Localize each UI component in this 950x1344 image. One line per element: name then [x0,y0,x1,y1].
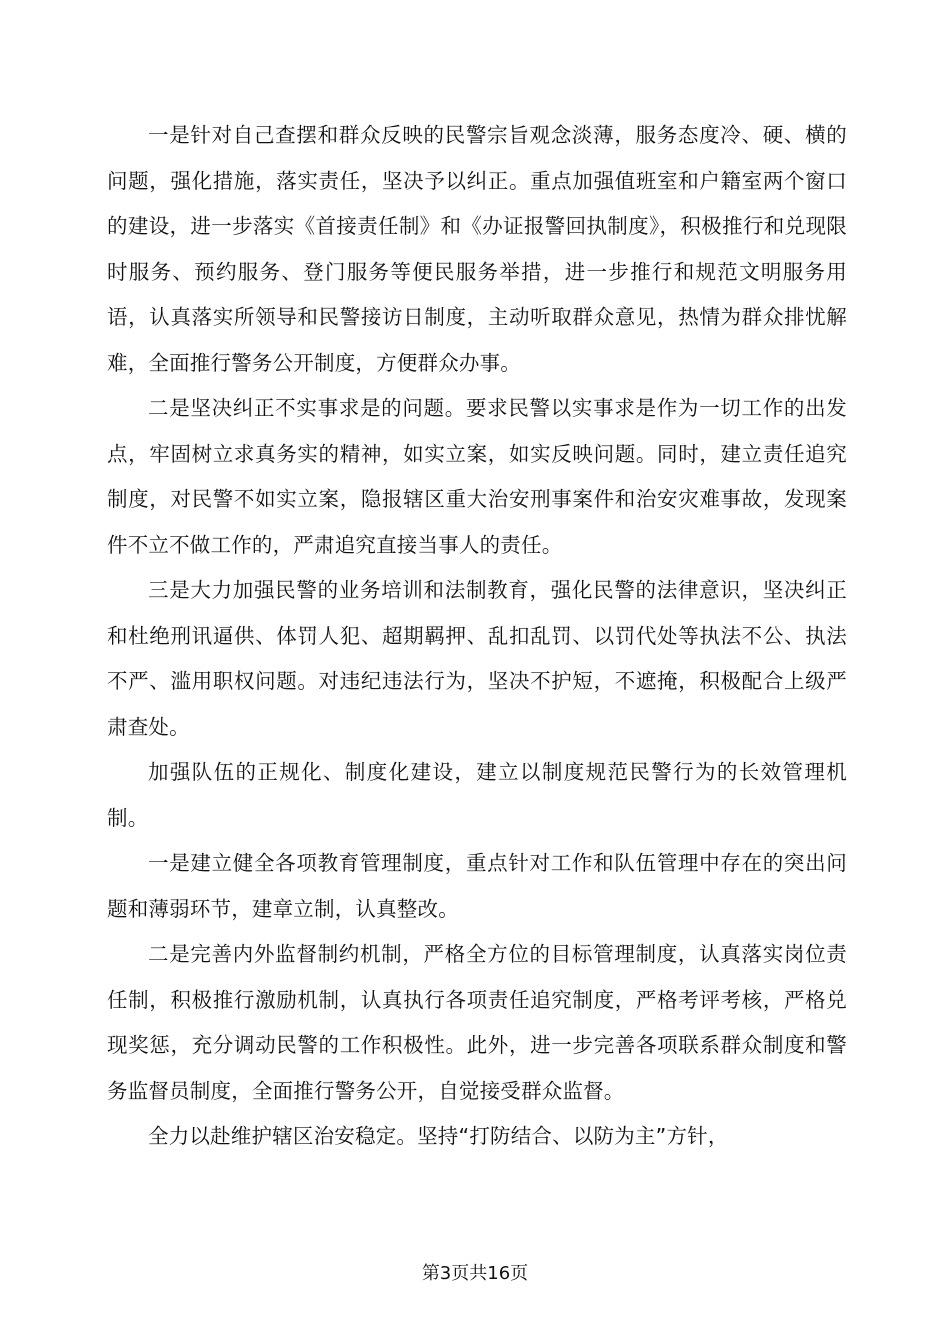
paragraph-4: 加强队伍的正规化、制度化建设，建立以制度规范民警行为的长效管理机制。 [107,760,847,830]
paragraph-6: 二是完善内外监督制约机制，严格全方位的目标管理制度，认真落实岗位责任制，积极推行激励机制，认真执行各项责任追究制度，严格考评考核，严格兑现奖惩，充分调动民警的工作积极性。此外，进一步完善各项联系群众制度和警务监督员制度，全面推行警务公开，自觉接受群众监督。 [107,942,847,1103]
paragraph-3: 三是大力加强民警的业务培训和法制教育，强化民警的法律意识，坚决纠正和杜绝刑讯逼供、体罚人犯、超期羁押、乱扣乱罚、以罚代处等执法不公、执法不严、滥用职权问题。对违纪违法行为，坚决不护短，不遮掩，积极配合上级严肃查处。 [107,578,847,739]
paragraph-7: 全力以赴维护辖区治安稳定。坚持“打防结合、以防为主”方针， [148,1124,729,1148]
paragraph-1: 一是针对自己查摆和群众反映的民警宗旨观念淡薄，服务态度冷、硬、横的问题，强化措施，落实责任，坚决予以纠正。重点加强值班室和户籍室两个窗口的建设，进一步落实《首接责任制》和《办证报警回执制度》，积极推行和兑现限时服务、预约服务、登门服务等便民服务举措，进一步推行和规范文明服务用语，认真落实所领导和民警接访日制度，主动听取群众意见，热情为群众排忧解难，全面推行警务公开制度，方便群众办事。 [107,123,847,375]
paragraph-2: 二是坚决纠正不实事求是的问题。要求民警以实事求是作为一切工作的出发点，牢固树立求真务实的精神，如实立案，如实反映问题。同时，建立责任追究制度，对民警不如实立案，隐报辖区重大治安刑事案件和治安灾难事故，发现案件不立不做工作的，严肃追究直接当事人的责任。 [107,396,847,557]
paragraph-5: 一是建立健全各项教育管理制度，重点针对工作和队伍管理中存在的突出问题和薄弱环节，建章立制，认真整改。 [107,851,847,921]
document-body [107,113,847,1160]
page-number-footer: 第3页共16页 [421,1263,529,1284]
